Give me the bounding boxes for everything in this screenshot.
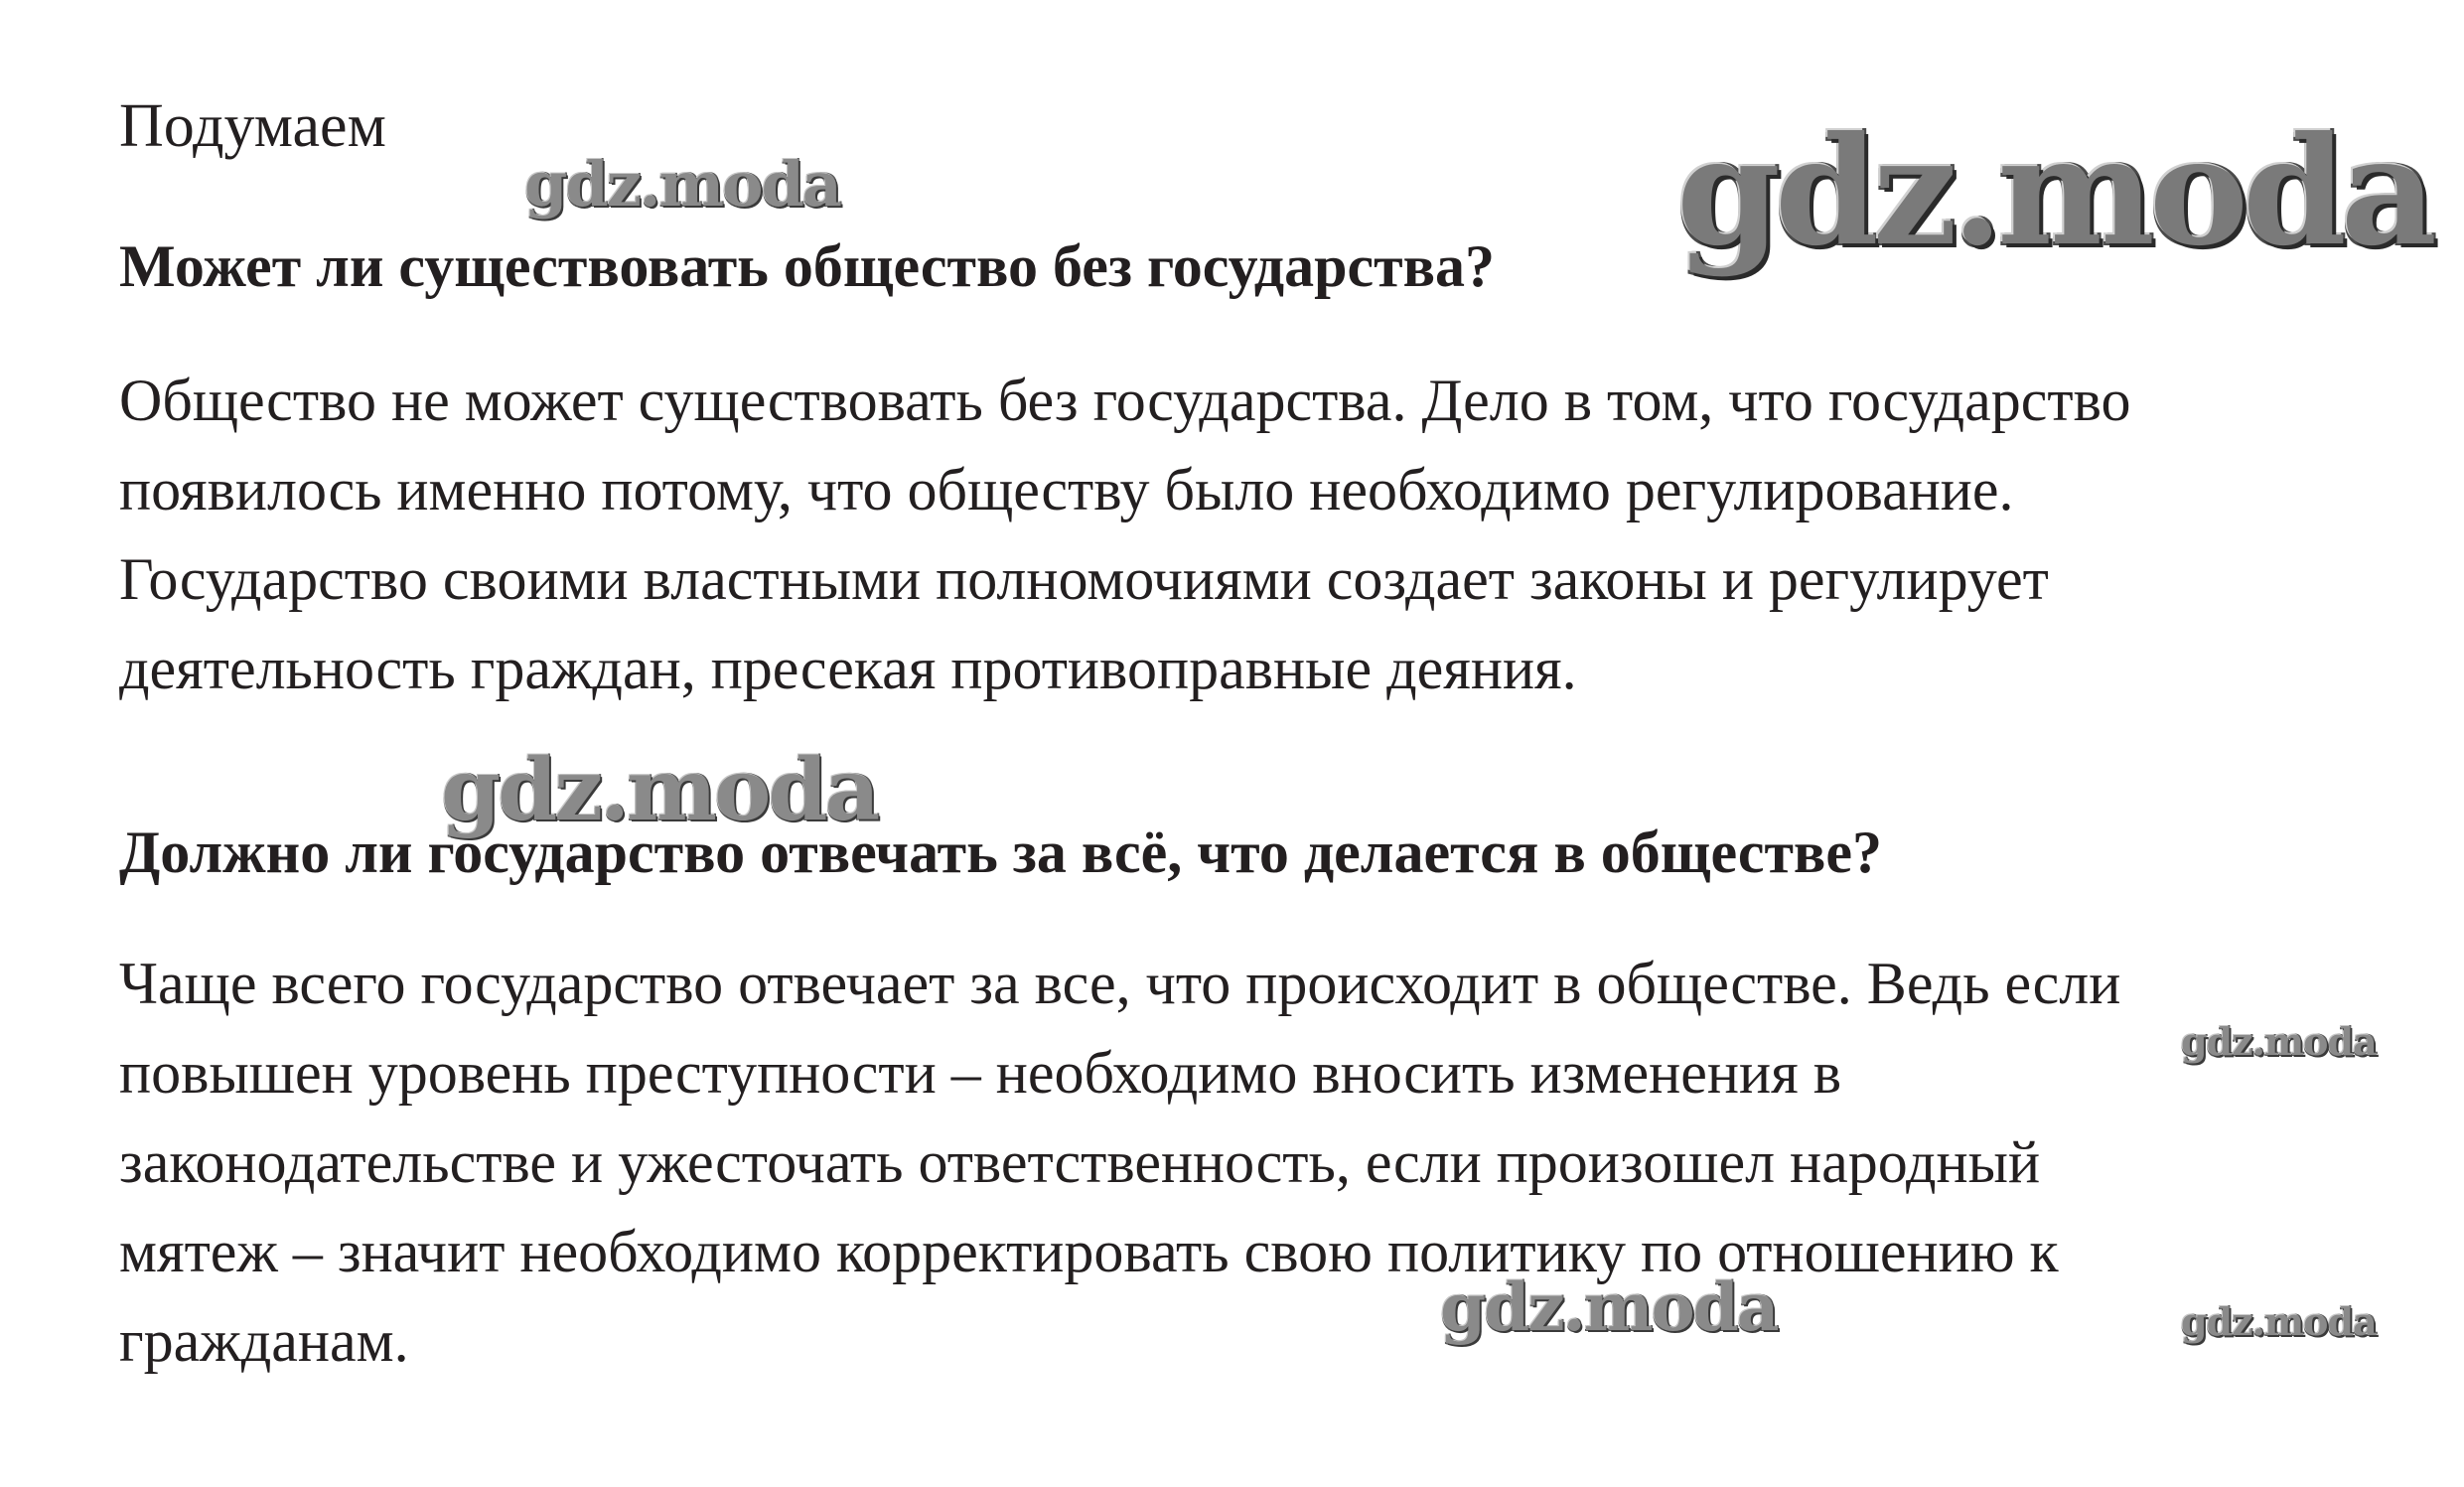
watermark: gdz.moda xyxy=(441,740,878,840)
answer-line: появилось именно потому, что обществу было необходимо регулирование. xyxy=(119,457,2014,522)
answer-line: повышен уровень преступности – необходимо вносить изменения в xyxy=(119,1040,1842,1106)
answer-line: Общество не может существовать без государства. Дело в том, что государство xyxy=(119,368,2131,433)
watermark: gdz.moda xyxy=(524,148,840,221)
answer-line: законодательстве и ужесточать ответственность, если произошел народный xyxy=(119,1129,2041,1195)
answer-1 xyxy=(119,356,2131,713)
page-heading: Подумаем xyxy=(119,92,386,160)
question-2: Должно ли государство отвечать за всё, что делается в обществе? xyxy=(119,819,1882,885)
answer-line: мятеж – значит необходимо корректировать свою политику по отношению к xyxy=(119,1219,2059,1284)
answer-line: гражданам. xyxy=(119,1308,409,1374)
answer-2 xyxy=(119,939,2120,1386)
watermark-small: gdz.moda xyxy=(2181,1019,2377,1064)
watermark-small: gdz.moda xyxy=(2181,1299,2377,1344)
watermark: gdz.moda xyxy=(1440,1268,1778,1346)
answer-line: Чаще всего государство отвечает за все, что происходит в обществе. Ведь если xyxy=(119,951,2121,1016)
answer-line: деятельность граждан, пресекая противоправные деяния. xyxy=(119,636,1577,701)
question-1: Может ли существовать общество без государства? xyxy=(119,233,1496,299)
watermark-large: gdz.moda xyxy=(1676,104,2432,279)
answer-line: Государство своими властными полномочиями создает законы и регулирует xyxy=(119,546,2049,612)
